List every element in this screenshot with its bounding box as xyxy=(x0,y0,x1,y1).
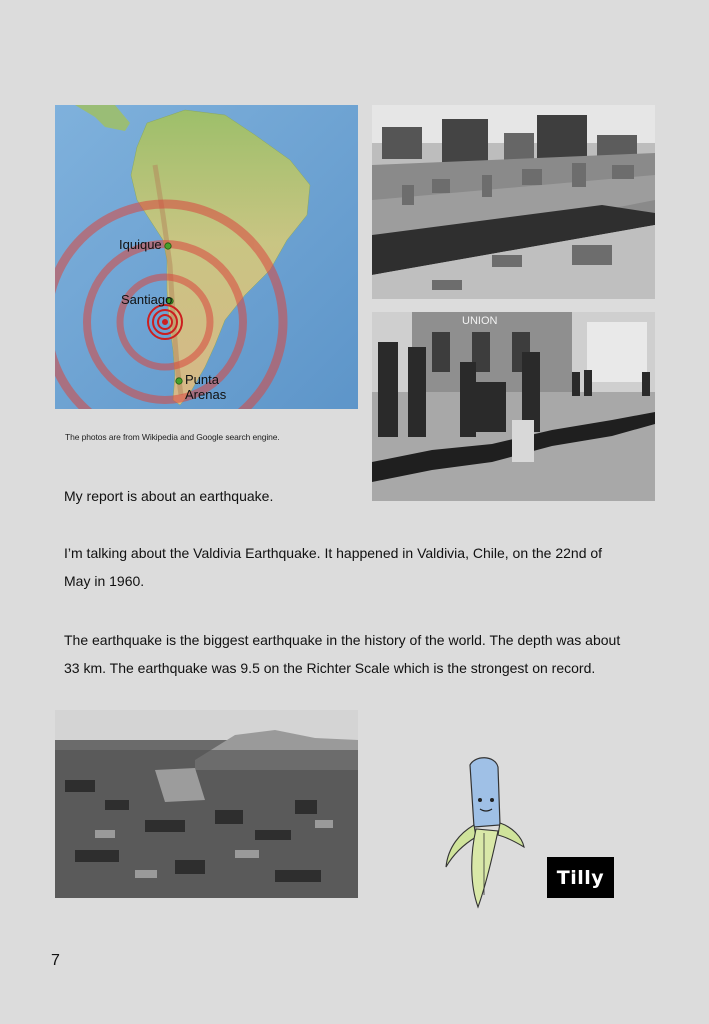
report-paragraph-2 xyxy=(64,626,654,682)
map-label-punta: Punta xyxy=(185,372,219,387)
author-name-badge: Tilly xyxy=(547,857,614,898)
page-number: 7 xyxy=(51,952,60,969)
earthquake-map xyxy=(55,105,358,409)
map-label-iquique: Iquique xyxy=(119,237,162,252)
photo-aerial-destruction xyxy=(55,710,358,898)
epicenter-icon xyxy=(148,305,182,339)
iquique-dot-icon xyxy=(165,243,171,249)
report-intro-text: My report is about an earthquake. xyxy=(64,488,274,504)
banana-character-icon xyxy=(440,755,530,913)
report-intro xyxy=(64,482,654,510)
map-graphic xyxy=(55,105,358,409)
photo-sign-text: UNION xyxy=(462,315,498,327)
report-paragraph-2-line-2: 33 km. The earthquake was 9.5 on the Richter Scale which is the strongest on record. xyxy=(64,660,596,676)
map-label-arenas: Arenas xyxy=(185,387,227,402)
report-paragraph-1-line-1: I’m talking about the Valdivia Earthquake. It happened in Valdivia, Chile, on the 22nd of xyxy=(64,545,603,561)
photo-street-crack xyxy=(372,312,655,501)
photo-credit: The photos are from Wikipedia and Google search engine. xyxy=(65,432,280,442)
report-paragraph-1-line-2: May in 1960. xyxy=(64,573,145,589)
punta-arenas-dot-icon xyxy=(176,378,182,384)
banana-illustration xyxy=(440,755,530,913)
report-paragraph-1 xyxy=(64,539,654,595)
report-paragraph-2-line-1: The earthquake is the biggest earthquake in the history of the world. The depth was about xyxy=(64,632,621,648)
photo-destroyed-city xyxy=(372,105,655,299)
map-label-santiago: Santiago xyxy=(121,292,173,307)
